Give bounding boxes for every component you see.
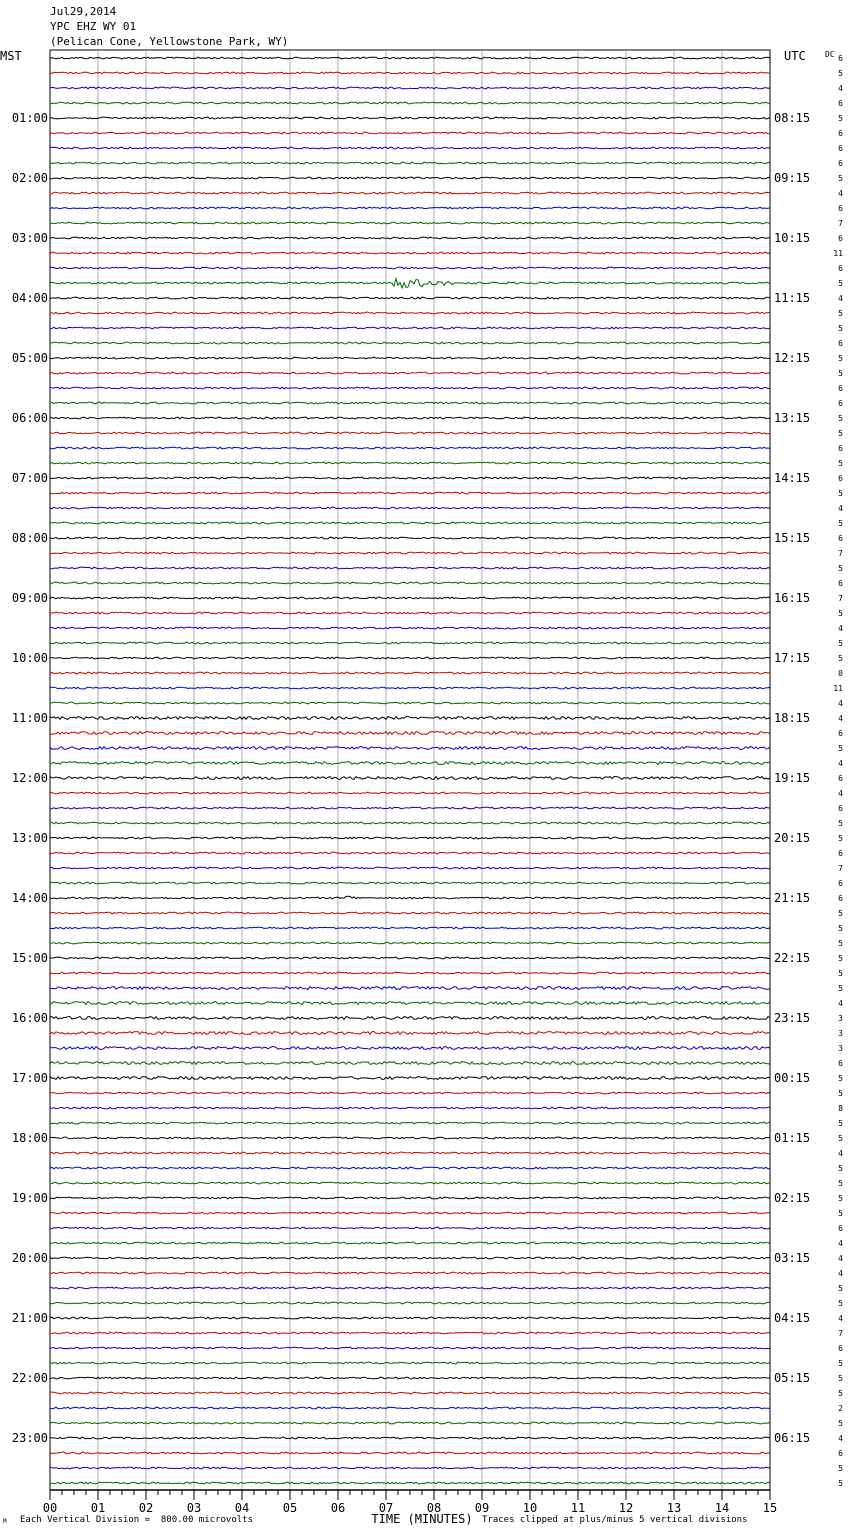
- clip-note: Traces clipped at plus/minus 5 vertical divisions: [482, 1515, 748, 1525]
- dc-label: DC: [825, 50, 835, 59]
- hour-label-mst: 07:00: [11, 471, 48, 485]
- x-tick-label: 04: [234, 1501, 250, 1515]
- trace-row-54: [50, 867, 770, 869]
- trace-row-31: [50, 522, 770, 524]
- x-tick-label: 00: [42, 1501, 58, 1515]
- dc-value: 4: [838, 1269, 843, 1278]
- dc-value: 5: [838, 459, 843, 468]
- dc-value: 5: [838, 279, 843, 288]
- trace-row-70: [50, 1107, 770, 1109]
- x-axis-title: TIME (MINUTES): [371, 1512, 473, 1526]
- dc-value: 6: [838, 1059, 843, 1068]
- trace-row-63: [50, 1002, 770, 1005]
- trace-row-20: [50, 357, 770, 359]
- trace-row-28: [50, 477, 770, 479]
- trace-row-2: [50, 87, 770, 89]
- dc-value: 4: [838, 624, 843, 633]
- dc-value: 3: [838, 1044, 843, 1053]
- trace-row-39: [50, 642, 770, 644]
- x-tick-label: 09: [474, 1501, 490, 1515]
- trace-row-30: [50, 507, 770, 509]
- dc-value: 6: [838, 339, 843, 348]
- trace-row-12: [50, 237, 770, 239]
- dc-value: 6: [838, 264, 843, 273]
- trace-row-56: [50, 896, 770, 899]
- trace-row-40: [50, 657, 770, 659]
- dc-value: 6: [838, 159, 843, 168]
- dc-value: 5: [838, 414, 843, 423]
- trace-row-87: [50, 1362, 770, 1364]
- hour-label-mst: 05:00: [11, 351, 48, 365]
- dc-value: 6: [838, 204, 843, 213]
- hour-label-utc: 05:15: [774, 1371, 811, 1385]
- dc-value: 5: [838, 1074, 843, 1083]
- hour-label-utc: 06:15: [774, 1431, 811, 1445]
- trace-row-93: [50, 1452, 770, 1454]
- hour-label-utc: 18:15: [774, 711, 811, 725]
- trace-row-67: [50, 1062, 770, 1065]
- dc-value: 6: [838, 894, 843, 903]
- x-tick-label: 03: [186, 1501, 202, 1515]
- trace-row-85: [50, 1332, 770, 1334]
- trace-row-64: [50, 1017, 770, 1020]
- trace-row-49: [50, 792, 770, 794]
- trace-row-83: [50, 1302, 770, 1304]
- hour-label-utc: 10:15: [774, 231, 811, 245]
- trace-row-79: [50, 1242, 770, 1244]
- x-tick-label: 06: [330, 1501, 346, 1515]
- trace-row-8: [50, 177, 770, 179]
- dc-value: 5: [838, 1359, 843, 1368]
- dc-value: 5: [838, 324, 843, 333]
- trace-row-52: [50, 837, 770, 839]
- trace-row-89: [50, 1392, 770, 1394]
- trace-row-68: [50, 1077, 770, 1080]
- trace-row-65: [50, 1032, 770, 1035]
- dc-value: 5: [838, 309, 843, 318]
- dc-value: 3: [838, 1029, 843, 1038]
- trace-row-21: [50, 372, 770, 374]
- x-tick-label: 14: [714, 1501, 730, 1515]
- dc-value: 5: [838, 354, 843, 363]
- trace-row-38: [50, 627, 770, 629]
- x-tick-label: 13: [666, 1501, 682, 1515]
- trace-row-59: [50, 942, 770, 944]
- dc-value: 8: [838, 1104, 843, 1113]
- x-tick-label: 02: [138, 1501, 154, 1515]
- hour-label-mst: 14:00: [11, 891, 48, 905]
- header-location: (Pelican Cone, Yellowstone Park, WY): [50, 35, 289, 48]
- dc-value: 4: [838, 699, 843, 708]
- dc-value: 4: [838, 294, 843, 303]
- dc-value: 5: [838, 939, 843, 948]
- trace-row-15: [50, 279, 770, 288]
- hour-label-mst: 15:00: [11, 951, 48, 965]
- trace-row-14: [50, 267, 770, 269]
- trace-row-95: [50, 1482, 770, 1484]
- dc-value: 5: [838, 909, 843, 918]
- hour-label-utc: 09:15: [774, 171, 811, 185]
- dc-value: 6: [838, 1344, 843, 1353]
- trace-row-11: [50, 222, 770, 224]
- dc-value: 7: [838, 219, 843, 228]
- dc-value: 5: [838, 654, 843, 663]
- dc-value: 11: [833, 684, 843, 693]
- trace-row-55: [50, 882, 770, 884]
- dc-value: 5: [838, 519, 843, 528]
- dc-value: 5: [838, 744, 843, 753]
- trace-row-35: [50, 582, 770, 584]
- dc-value: 5: [838, 969, 843, 978]
- dc-value: 5: [838, 489, 843, 498]
- trace-row-86: [50, 1347, 770, 1349]
- dc-value: 6: [838, 879, 843, 888]
- dc-value: 6: [838, 129, 843, 138]
- trace-row-29: [50, 492, 770, 494]
- hour-label-mst: 08:00: [11, 531, 48, 545]
- dc-value: 4: [838, 1314, 843, 1323]
- dc-value: 5: [838, 609, 843, 618]
- dc-value: 5: [838, 1119, 843, 1128]
- dc-value: 4: [838, 1254, 843, 1263]
- trace-row-94: [50, 1467, 770, 1469]
- trace-row-51: [50, 822, 770, 824]
- dc-value: 5: [838, 174, 843, 183]
- dc-value: 11: [833, 249, 843, 258]
- trace-row-27: [50, 462, 770, 464]
- trace-row-92: [50, 1437, 770, 1439]
- utc-label: UTC: [784, 49, 806, 63]
- trace-row-34: [50, 567, 770, 569]
- dc-value: 5: [838, 1479, 843, 1488]
- trace-row-71: [50, 1122, 770, 1124]
- hour-label-utc: 13:15: [774, 411, 811, 425]
- trace-row-81: [50, 1272, 770, 1274]
- dc-value: 5: [838, 429, 843, 438]
- dc-value: 5: [838, 1464, 843, 1473]
- hour-label-mst: 18:00: [11, 1131, 48, 1145]
- scale-note: Each Vertical Division = 800.00 microvolts: [20, 1515, 253, 1525]
- dc-value: 6: [838, 54, 843, 63]
- dc-value: 7: [838, 1329, 843, 1338]
- trace-row-3: [50, 102, 770, 104]
- hour-label-utc: 20:15: [774, 831, 811, 845]
- trace-row-42: [50, 687, 770, 689]
- dc-value: 3: [838, 1014, 843, 1023]
- hour-label-mst: 10:00: [11, 651, 48, 665]
- trace-row-41: [50, 672, 770, 674]
- dc-value: 6: [838, 729, 843, 738]
- dc-value: 4: [838, 1149, 843, 1158]
- dc-value: 7: [838, 594, 843, 603]
- dc-value: 6: [838, 99, 843, 108]
- dc-value: 5: [838, 819, 843, 828]
- trace-row-18: [50, 327, 770, 329]
- trace-row-62: [50, 987, 770, 990]
- x-tick-label: 10: [522, 1501, 538, 1515]
- trace-row-66: [50, 1047, 770, 1050]
- trace-row-32: [50, 537, 770, 539]
- dc-value: 7: [838, 549, 843, 558]
- hour-label-utc: 14:15: [774, 471, 811, 485]
- dc-value: 4: [838, 84, 843, 93]
- dc-value: 6: [838, 144, 843, 153]
- trace-row-75: [50, 1182, 770, 1184]
- trace-row-26: [50, 447, 770, 449]
- trace-row-25: [50, 432, 770, 434]
- hour-label-mst: 09:00: [11, 591, 48, 605]
- trace-row-1: [50, 72, 770, 74]
- trace-row-78: [50, 1227, 770, 1229]
- trace-row-43: [50, 702, 770, 704]
- hour-label-mst: 06:00: [11, 411, 48, 425]
- hour-label-utc: 01:15: [774, 1131, 811, 1145]
- trace-row-10: [50, 207, 770, 209]
- dc-value: 6: [838, 234, 843, 243]
- dc-value: 5: [838, 564, 843, 573]
- dc-value: 6: [838, 474, 843, 483]
- dc-value: 0: [838, 669, 843, 678]
- trace-row-50: [50, 807, 770, 809]
- dc-value: 5: [838, 114, 843, 123]
- dc-value: 5: [838, 1089, 843, 1098]
- dc-value: 5: [838, 1209, 843, 1218]
- trace-row-60: [50, 957, 770, 959]
- dc-value: 4: [838, 999, 843, 1008]
- hour-label-utc: 16:15: [774, 591, 811, 605]
- trace-row-0: [50, 57, 770, 59]
- trace-row-9: [50, 192, 770, 194]
- trace-row-5: [50, 132, 770, 134]
- trace-row-7: [50, 162, 770, 164]
- x-tick-label: 12: [618, 1501, 634, 1515]
- trace-row-13: [50, 252, 770, 254]
- dc-value: 6: [838, 849, 843, 858]
- hour-label-mst: 03:00: [11, 231, 48, 245]
- trace-row-45: [50, 732, 770, 735]
- dc-value: 5: [838, 1134, 843, 1143]
- dc-value: 5: [838, 639, 843, 648]
- hour-label-mst: 23:00: [11, 1431, 48, 1445]
- dc-value: 6: [838, 534, 843, 543]
- trace-row-37: [50, 612, 770, 614]
- dc-value: 5: [838, 69, 843, 78]
- trace-row-69: [50, 1092, 770, 1094]
- hour-label-utc: 23:15: [774, 1011, 811, 1025]
- header-date: Jul29,2014: [50, 5, 117, 18]
- dc-value: 6: [838, 384, 843, 393]
- x-tick-label: 08: [426, 1501, 442, 1515]
- trace-row-23: [50, 402, 770, 404]
- dc-value: 5: [838, 1284, 843, 1293]
- trace-row-77: [50, 1212, 770, 1214]
- hour-label-utc: 02:15: [774, 1191, 811, 1205]
- dc-value: 5: [838, 1179, 843, 1188]
- corner-mark: M: [3, 1518, 7, 1525]
- dc-value: 5: [838, 984, 843, 993]
- trace-row-46: [50, 747, 770, 750]
- x-tick-label: 01: [90, 1501, 106, 1515]
- trace-row-44: [50, 717, 770, 720]
- trace-row-82: [50, 1287, 770, 1289]
- trace-row-84: [50, 1317, 770, 1319]
- trace-row-22: [50, 387, 770, 389]
- dc-value: 5: [838, 1164, 843, 1173]
- dc-value: 6: [838, 1224, 843, 1233]
- hour-label-mst: 16:00: [11, 1011, 48, 1025]
- dc-value: 4: [838, 1239, 843, 1248]
- trace-row-88: [50, 1377, 770, 1379]
- trace-row-48: [50, 777, 770, 780]
- dc-value: 2: [838, 1404, 843, 1413]
- hour-label-mst: 11:00: [11, 711, 48, 725]
- trace-row-16: [50, 297, 770, 299]
- trace-row-47: [50, 762, 770, 765]
- dc-value: 6: [838, 804, 843, 813]
- dc-value: 4: [838, 189, 843, 198]
- hour-label-utc: 03:15: [774, 1251, 811, 1265]
- hour-label-utc: 04:15: [774, 1311, 811, 1325]
- dc-value: 4: [838, 759, 843, 768]
- hour-label-mst: 17:00: [11, 1071, 48, 1085]
- dc-value: 5: [838, 1419, 843, 1428]
- hour-label-mst: 04:00: [11, 291, 48, 305]
- trace-row-36: [50, 597, 770, 599]
- x-tick-label: 07: [378, 1501, 394, 1515]
- hour-label-utc: 11:15: [774, 291, 811, 305]
- trace-row-91: [50, 1422, 770, 1424]
- dc-value: 5: [838, 1194, 843, 1203]
- dc-value: 6: [838, 1449, 843, 1458]
- dc-value: 5: [838, 1299, 843, 1308]
- dc-value: 4: [838, 1434, 843, 1443]
- x-tick-label: 11: [570, 1501, 586, 1515]
- dc-value: 4: [838, 504, 843, 513]
- header-station: YPC EHZ WY 01: [50, 20, 137, 33]
- trace-row-61: [50, 972, 770, 974]
- hour-label-utc: 00:15: [774, 1071, 811, 1085]
- trace-row-33: [50, 552, 770, 554]
- hour-label-mst: 12:00: [11, 771, 48, 785]
- trace-row-72: [50, 1137, 770, 1139]
- dc-value: 6: [838, 579, 843, 588]
- x-tick-label: 15: [762, 1501, 778, 1515]
- trace-row-80: [50, 1257, 770, 1259]
- hour-label-mst: 22:00: [11, 1371, 48, 1385]
- hour-label-utc: 12:15: [774, 351, 811, 365]
- hour-label-mst: 13:00: [11, 831, 48, 845]
- hour-label-utc: 21:15: [774, 891, 811, 905]
- trace-row-53: [50, 852, 770, 854]
- dc-value: 6: [838, 444, 843, 453]
- trace-row-73: [50, 1152, 770, 1154]
- trace-row-58: [50, 927, 770, 929]
- hour-label-utc: 08:15: [774, 111, 811, 125]
- trace-row-74: [50, 1167, 770, 1169]
- mst-label: MST: [0, 49, 22, 63]
- hour-label-utc: 19:15: [774, 771, 811, 785]
- dc-value: 5: [838, 1374, 843, 1383]
- trace-row-4: [50, 117, 770, 119]
- dc-value: 4: [838, 714, 843, 723]
- dc-value: 5: [838, 1389, 843, 1398]
- dc-value: 5: [838, 954, 843, 963]
- trace-row-57: [50, 912, 770, 914]
- trace-row-17: [50, 312, 770, 314]
- dc-value: 5: [838, 924, 843, 933]
- x-tick-label: 05: [282, 1501, 298, 1515]
- hour-label-mst: 19:00: [11, 1191, 48, 1205]
- trace-row-24: [50, 417, 770, 419]
- hour-label-utc: 22:15: [774, 951, 811, 965]
- hour-label-utc: 15:15: [774, 531, 811, 545]
- trace-row-76: [50, 1197, 770, 1199]
- dc-value: 6: [838, 399, 843, 408]
- trace-row-19: [50, 342, 770, 344]
- dc-value: 5: [838, 369, 843, 378]
- trace-row-6: [50, 147, 770, 149]
- hour-label-mst: 21:00: [11, 1311, 48, 1325]
- trace-row-90: [50, 1407, 770, 1409]
- dc-value: 4: [838, 789, 843, 798]
- hour-label-mst: 01:00: [11, 111, 48, 125]
- dc-value: 5: [838, 834, 843, 843]
- dc-value: 6: [838, 774, 843, 783]
- hour-label-mst: 02:00: [11, 171, 48, 185]
- hour-label-mst: 20:00: [11, 1251, 48, 1265]
- hour-label-utc: 17:15: [774, 651, 811, 665]
- dc-value: 7: [838, 864, 843, 873]
